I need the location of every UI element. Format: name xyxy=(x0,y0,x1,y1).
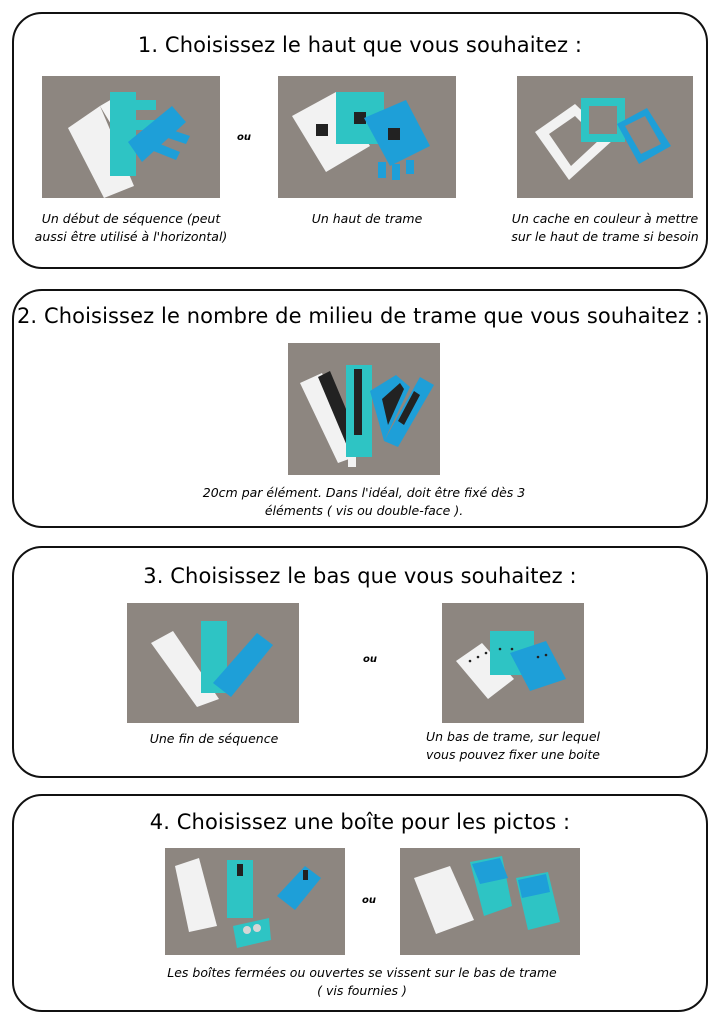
section-4-caption: Les boîtes fermées ou ouvertes se vissent sur le bas de trame ( vis fournies ) xyxy=(167,965,557,998)
frame-top-pieces-photo xyxy=(278,76,456,198)
section-1-option-2-caption: Un haut de trame xyxy=(311,211,423,226)
section-1-separator: ou xyxy=(237,132,251,143)
section-4-panel xyxy=(12,794,708,1012)
section-2-panel xyxy=(12,289,708,528)
color-frame-covers-photo xyxy=(517,76,693,198)
closed-boxes-photo xyxy=(165,848,345,955)
section-2-title: 2. Choisissez le nombre de milieu de trame que vous souhaitez : xyxy=(16,304,704,328)
section-1-option-3-caption: Un cache en couleur à mettre sur le haut de trame si besoin xyxy=(511,211,699,244)
section-1-title: 1. Choisissez le haut que vous souhaitez : xyxy=(137,33,583,57)
section-2-caption: 20cm par élément. Dans l'idéal, doit être fixé dès 3 éléments ( vis ou double-face ). xyxy=(202,485,526,518)
section-3-title: 3. Choisissez le bas que vous souhaitez : xyxy=(143,564,577,588)
open-boxes-photo xyxy=(400,848,580,955)
section-4-title: 4. Choisissez une boîte pour les pictos : xyxy=(149,810,571,834)
section-3-panel xyxy=(12,546,708,778)
section-1-panel xyxy=(12,12,708,269)
sequence-end-pieces-photo xyxy=(127,603,299,723)
section-4-separator: ou xyxy=(362,895,376,906)
section-3-option-2-caption: Un bas de trame, sur lequel vous pouvez fixer une boite xyxy=(425,729,600,762)
section-1-option-1-caption: Un début de séquence (peut aussi être utilisé à l'horizontal) xyxy=(34,211,228,244)
section-3-separator: ou xyxy=(363,654,377,665)
section-3-option-1-caption: Une fin de séquence xyxy=(149,731,279,746)
frame-middle-pieces-photo xyxy=(288,343,440,475)
sequence-start-pieces-photo xyxy=(42,76,220,198)
frame-bottom-pieces-photo xyxy=(442,603,584,723)
